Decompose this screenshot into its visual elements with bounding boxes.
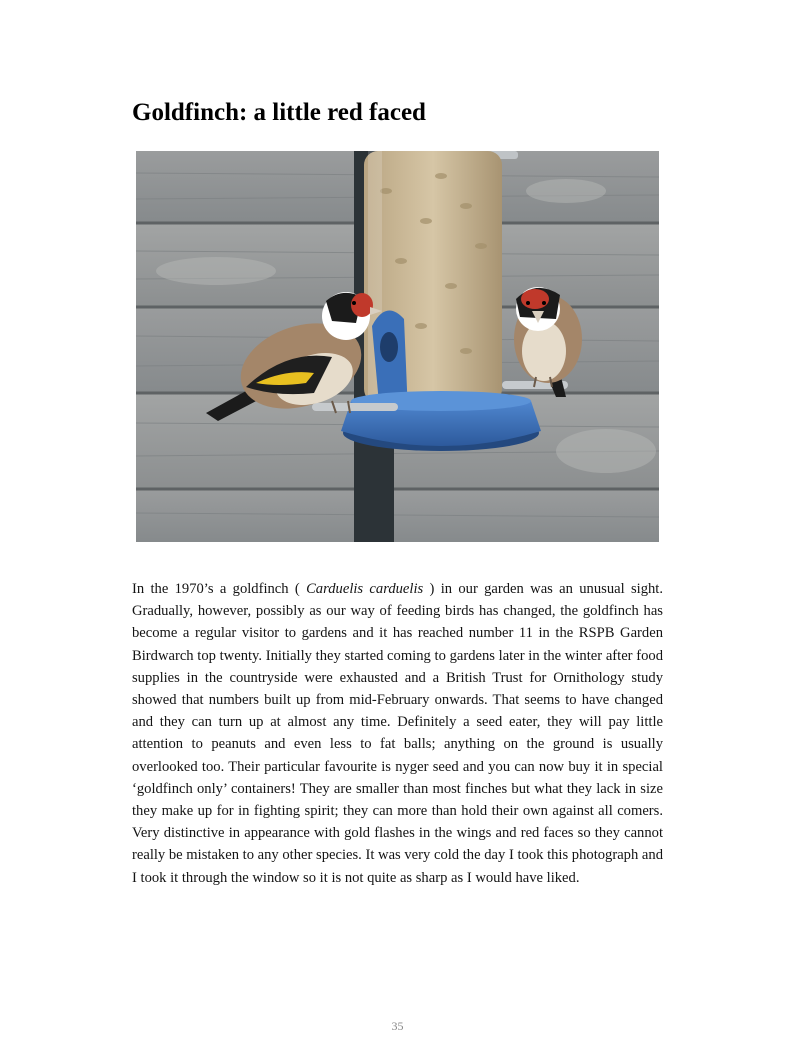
article-body (132, 578, 663, 889)
body-lead: In the 1970’s a goldfinch ( (132, 581, 307, 597)
goldfinch-photo (136, 151, 659, 542)
page-title: Goldfinch: a little red faced (132, 99, 426, 126)
species-latin-name: Carduelis carduelis (306, 581, 424, 597)
goldfinch-photo-illustration (136, 151, 659, 542)
page-number: 35 (391, 1019, 404, 1033)
body-rest: ) in our garden was an unusual sight. Gradually, however, possibly as our way of feeding birds has changed, the goldfinch has become a regular visitor to gardens and it has reached number 11 in the RSPB Garden Birdwarch top twenty. Initially they started coming to gardens later in the winter after food supplies in the countryside were exhausted and a British Trust for Ornithology study showed that numbers built up from mid-February onwards. That seems to have changed and they can turn up at almost any time. Definitely a seed eater, they will pay little attention to peanuts and even less to fat balls; anything on the ground is usually overlooked too. Their particular favourite is nyger seed and you can now buy it in special ‘goldfinch only’ containers! They are smaller than most finches but what they lack in size they make up for in fighting spirit; they can more than hold their own against all comers. Very distinctive in appearance with gold flashes in the wings and red faces so they cannot really be mistaken to any other species. It was very cold the day I took this photograph and I took it through the window so it is not quite as sharp as I would have liked. (132, 581, 663, 886)
feeder-tray (341, 391, 541, 451)
